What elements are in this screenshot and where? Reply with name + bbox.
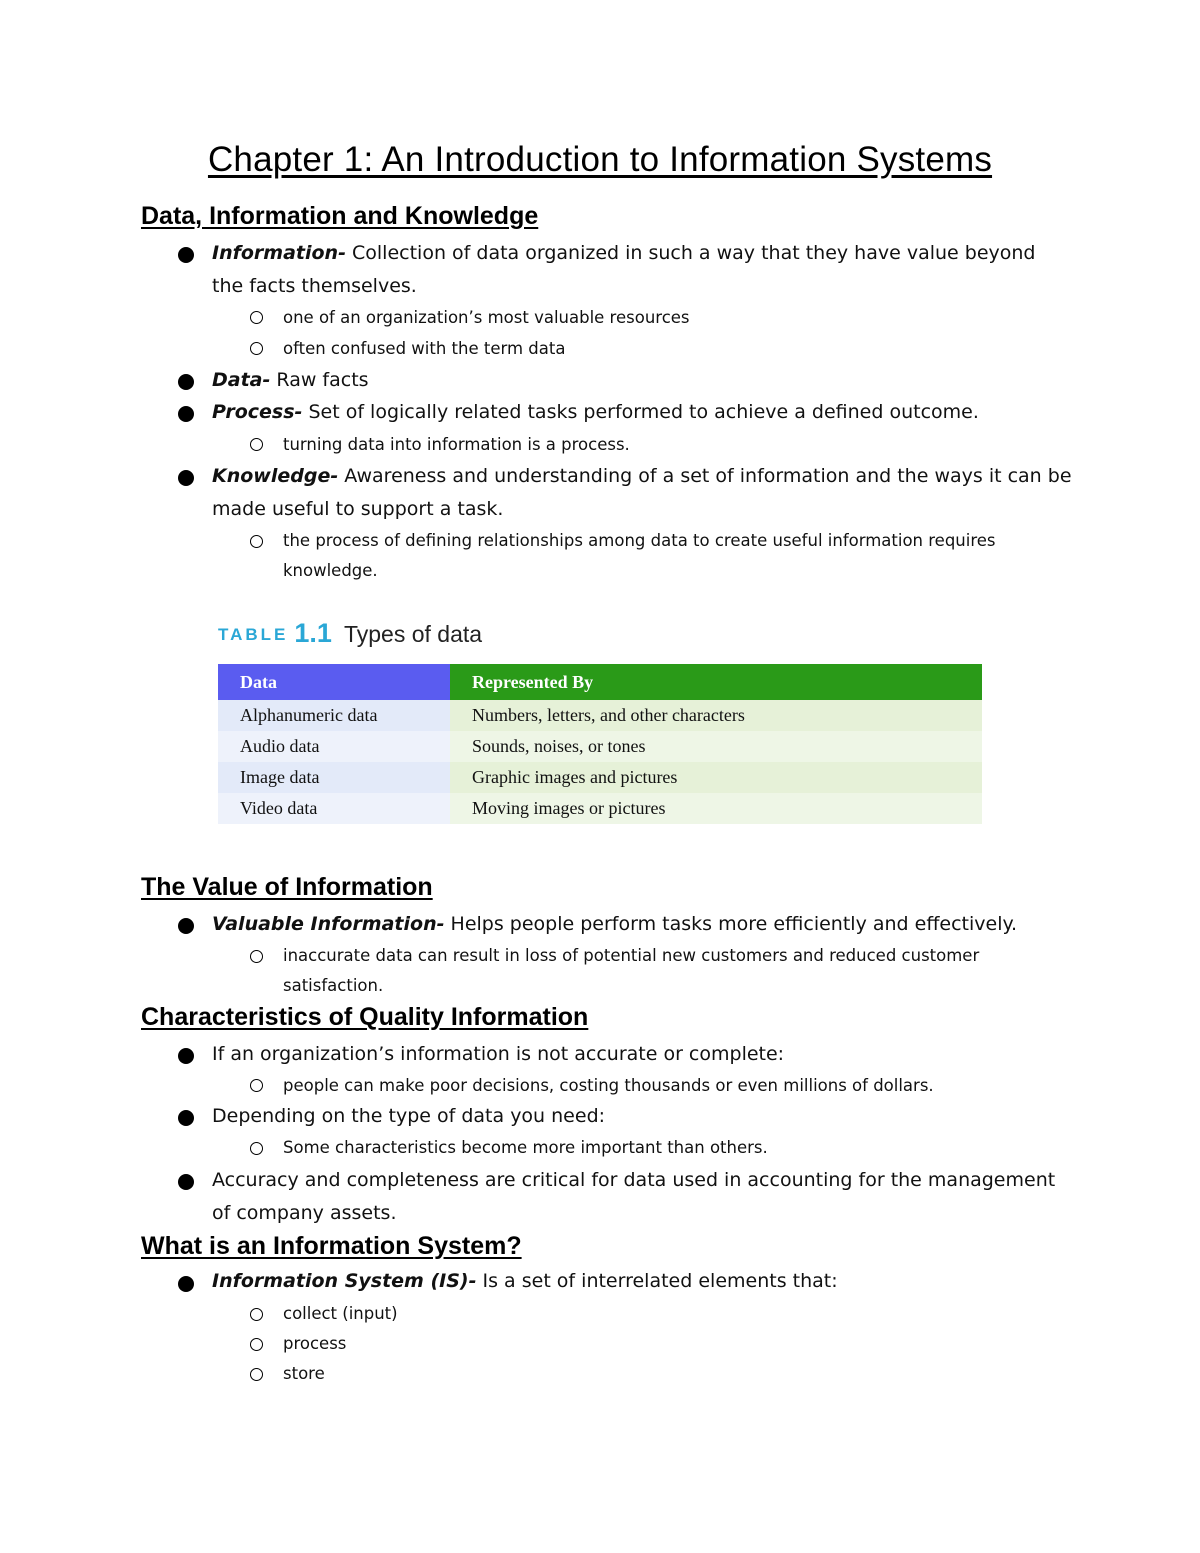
- bullet-data: [212, 364, 1072, 397]
- table-row: [218, 700, 982, 731]
- bullet-filled-icon: [178, 1174, 194, 1190]
- bullet-hollow-icon: [250, 1338, 263, 1351]
- table-row: [218, 762, 982, 793]
- bullet-knowledge: [212, 460, 1072, 526]
- table-cell-data: Video data: [218, 793, 450, 824]
- definition-valuable-information: Helps people perform tasks more efficiently and effectively.: [444, 913, 1018, 935]
- term-information-system: Information System (IS)-: [212, 1270, 477, 1292]
- bullet-information-system: [212, 1265, 1072, 1298]
- heading-value-of-information: The Value of Information: [141, 873, 433, 901]
- bullet-filled-icon: [178, 406, 194, 422]
- table-cell-data: Image data: [218, 762, 450, 793]
- bullet-hollow-icon: [250, 1079, 263, 1092]
- bullet-hollow-icon: [250, 311, 263, 324]
- term-process: Process-: [212, 401, 303, 423]
- bullet-hollow-icon: [250, 950, 263, 963]
- table-caption-title: Types of data: [343, 621, 483, 647]
- sub-bullet-turning-data: turning data into information is a process.: [283, 435, 630, 454]
- sub-bullet-collect: collect (input): [283, 1304, 398, 1323]
- bullet-filled-icon: [178, 1110, 194, 1126]
- definition-data: Raw facts: [270, 369, 369, 391]
- bullet-filled-icon: [178, 247, 194, 263]
- term-knowledge: Knowledge-: [212, 465, 339, 487]
- table-header-row: [218, 664, 982, 700]
- bullet-filled-icon: [178, 918, 194, 934]
- sub-bullet-process: process: [283, 1334, 347, 1353]
- bullet-hollow-icon: [250, 1368, 263, 1381]
- heading-what-is-information-system: What is an Information System?: [141, 1232, 522, 1260]
- bullet-valuable-information: [212, 908, 1072, 941]
- bullet-hollow-icon: [250, 1308, 263, 1321]
- table-cell-represented-by: Moving images or pictures: [450, 793, 982, 824]
- sub-bullet-confused-with-data: often confused with the term data: [283, 339, 566, 358]
- table-cell-data: Audio data: [218, 731, 450, 762]
- sub-bullet-defining-relationships: the process of defining relationships among data to create useful information requires knowledge.: [283, 531, 996, 580]
- bullet-accuracy-completeness: Accuracy and completeness are critical for data used in accounting for the management of company assets.: [212, 1169, 1056, 1224]
- table-cell-represented-by: Graphic images and pictures: [450, 762, 982, 793]
- bullet-hollow-icon: [250, 342, 263, 355]
- sub-bullet-store: store: [283, 1364, 325, 1383]
- sub-bullet-valuable-resources: one of an organization’s most valuable resources: [283, 308, 690, 327]
- page-title: Chapter 1: An Introduction to Information Systems: [207, 140, 993, 179]
- table-cell-data: Alphanumeric data: [218, 700, 450, 731]
- bullet-hollow-icon: [250, 438, 263, 451]
- bullet-not-accurate: If an organization’s information is not accurate or complete:: [212, 1043, 785, 1065]
- table-cell-represented-by: Sounds, noises, or tones: [450, 731, 982, 762]
- table-cell-represented-by: Numbers, letters, and other characters: [450, 700, 982, 731]
- bullet-filled-icon: [178, 470, 194, 486]
- bullet-hollow-icon: [250, 1142, 263, 1155]
- column-header-data: Data: [218, 664, 450, 700]
- bullet-type-of-data: Depending on the type of data you need:: [212, 1105, 606, 1127]
- bullet-filled-icon: [178, 1276, 194, 1292]
- term-data: Data-: [212, 369, 271, 391]
- sub-bullet-inaccurate-data: inaccurate data can result in loss of potential new customers and reduced customer satisfaction.: [283, 946, 980, 995]
- sub-bullet-poor-decisions: people can make poor decisions, costing thousands or even millions of dollars.: [283, 1076, 934, 1095]
- term-information: Information-: [212, 242, 346, 264]
- bullet-filled-icon: [178, 374, 194, 390]
- definition-information: Collection of data organized in such a way that they have value beyond the facts themselves.: [212, 242, 1036, 297]
- term-valuable-information: Valuable Information-: [212, 913, 445, 935]
- table-row: [218, 731, 982, 762]
- bullet-process: [212, 396, 1072, 429]
- heading-data-information-knowledge: Data, Information and Knowledge: [141, 202, 539, 230]
- heading-characteristics-quality-information: Characteristics of Quality Information: [141, 1003, 589, 1031]
- bullet-filled-icon: [178, 1048, 194, 1064]
- bullet-information: [212, 237, 1072, 303]
- types-of-data-table: [218, 664, 982, 824]
- table-caption: [218, 618, 482, 654]
- table-row: [218, 793, 982, 824]
- definition-information-system: Is a set of interrelated elements that:: [476, 1270, 838, 1292]
- table-caption-number: 1.1: [294, 618, 332, 648]
- column-header-represented-by: Represented By: [450, 664, 982, 700]
- definition-process: Set of logically related tasks performed to achieve a defined outcome.: [302, 401, 979, 423]
- bullet-hollow-icon: [250, 535, 263, 548]
- definition-knowledge: Awareness and understanding of a set of information and the ways it can be made useful to support a task.: [212, 465, 1072, 520]
- table-caption-word: TABLE: [218, 625, 289, 644]
- sub-bullet-some-characteristics: Some characteristics become more important than others.: [283, 1138, 768, 1157]
